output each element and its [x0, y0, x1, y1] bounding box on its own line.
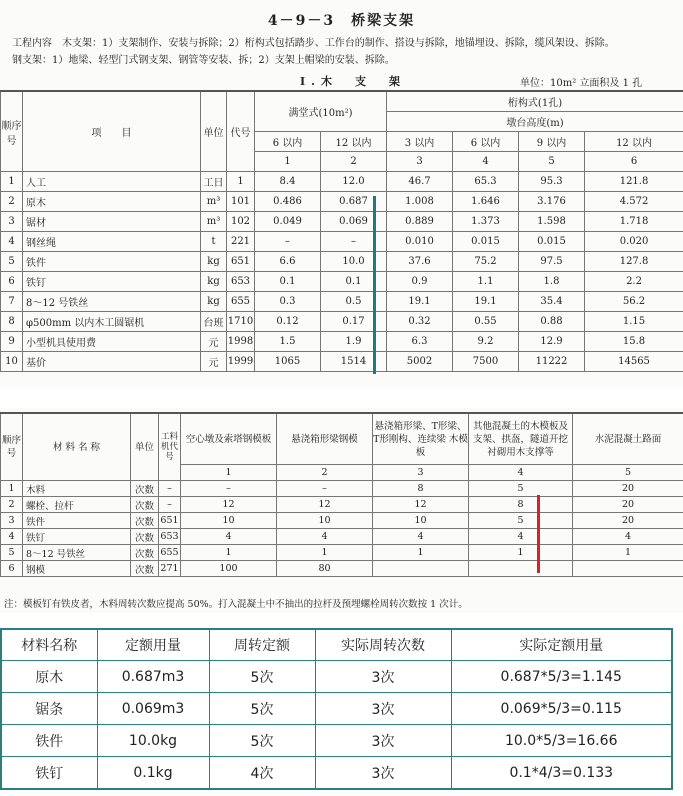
table-row — [1, 481, 683, 497]
t1-row-value: 9.2 — [453, 332, 519, 352]
t1-row-value: 0.069 — [321, 212, 387, 232]
t2-row-name: 铁件 — [23, 513, 131, 529]
table-row — [1, 332, 683, 352]
t2-col: 其他混凝土的木模板及支架、拱盔，隧道开挖衬砌用木支撑等 — [469, 413, 573, 465]
t1-row-name: 8～12 号铁丝 — [23, 292, 201, 312]
t1-row-no: 8 — [1, 312, 23, 332]
t3-cell: 原木 — [1, 661, 97, 693]
table-row — [1, 292, 683, 312]
t3-cell: 5次 — [209, 725, 315, 757]
t3-cell: 铁钉 — [1, 757, 97, 790]
t1-row-value: 127.8 — [585, 252, 683, 272]
t2-row-value: 8 — [373, 481, 469, 497]
t1-sub: 9 以内 — [519, 132, 585, 152]
t3-header: 实际定额用量 — [451, 629, 672, 661]
t1-row-name: 原木 — [23, 192, 201, 212]
t1-row-value: 97.5 — [519, 252, 585, 272]
t3-cell: 锯条 — [1, 693, 97, 725]
t1-row-value: 12.9 — [519, 332, 585, 352]
t2-col: 空心墩及索塔钢模板 — [181, 413, 277, 465]
t1-row-name: 铁件 — [23, 252, 201, 272]
t1-row-no: 6 — [1, 272, 23, 292]
t2-header-name: 材 料 名 称 — [23, 413, 131, 481]
t2-row-unit: 次数 — [131, 561, 159, 577]
t1-row-no: 2 — [1, 192, 23, 212]
t1-row-value: 95.3 — [519, 172, 585, 192]
t1-row-name: 人工 — [23, 172, 201, 192]
turnover-table — [0, 412, 683, 577]
t1-row-value: 6.3 — [387, 332, 453, 352]
t2-row-value: 1 — [181, 545, 277, 561]
t1-row-no: 1 — [1, 172, 23, 192]
t2-row-value: 4 — [277, 529, 373, 545]
table-row — [1, 192, 683, 212]
t3-cell: 0.687m3 — [97, 661, 209, 693]
t1-row-value: 65.3 — [453, 172, 519, 192]
t1-row-name: 钢丝绳 — [23, 232, 201, 252]
t1-row-value: 46.7 — [387, 172, 453, 192]
t2-row-value: – — [277, 481, 373, 497]
t3-header: 周转定额 — [209, 629, 315, 661]
t1-row-name: 基价 — [23, 352, 201, 372]
t2-row-value: 12 — [181, 497, 277, 513]
t1-row-unit: kg — [201, 252, 227, 272]
t2-row-unit: 次数 — [131, 481, 159, 497]
t1-row-code: 653 — [227, 272, 255, 292]
t1-num: 3 — [387, 152, 453, 172]
t1-num: 5 — [519, 152, 585, 172]
t1-row-value: 19.1 — [453, 292, 519, 312]
table-row — [1, 352, 683, 372]
t1-header-item: 项 目 — [23, 91, 201, 172]
t1-row-unit: 元 — [201, 352, 227, 372]
t1-row-value: 1065 — [255, 352, 321, 372]
t2-header-seq: 顺序号 — [1, 413, 23, 481]
t1-header-height: 墩台高度(m) — [387, 112, 683, 132]
t2-row-value: 1 — [277, 545, 373, 561]
t2-row-no: 3 — [1, 513, 23, 529]
t1-row-value: 1.373 — [453, 212, 519, 232]
t2-row-value: 12 — [373, 497, 469, 513]
t3-cell: 3次 — [315, 693, 451, 725]
t1-header-code: 代号 — [227, 91, 255, 172]
t1-row-value: 37.6 — [387, 252, 453, 272]
t2-header-code: 工料机代号 — [159, 413, 181, 481]
t1-num: 6 — [585, 152, 683, 172]
t2-row-value: 100 — [181, 561, 277, 577]
t2-row-code: – — [159, 497, 181, 513]
t1-row-name: 锯材 — [23, 212, 201, 232]
t1-sub: 6 以内 — [453, 132, 519, 152]
t1-row-value: 1514 — [321, 352, 387, 372]
t2-col: 悬浇箱形梁、T形梁、T形刚构、连续梁 木模板 — [373, 413, 469, 465]
t1-header-unit: 单位 — [201, 91, 227, 172]
wood-support-table — [0, 90, 683, 372]
table-row — [1, 272, 683, 292]
t1-row-value: 0.32 — [387, 312, 453, 332]
t2-row-no: 6 — [1, 561, 23, 577]
table-row — [1, 529, 683, 545]
table-row — [1, 232, 683, 252]
t3-cell: 0.687*5/3=1.145 — [451, 661, 672, 693]
t1-row-value: 7500 — [453, 352, 519, 372]
t1-row-value: 2.2 — [585, 272, 683, 292]
t3-cell: 0.069*5/3=0.115 — [451, 693, 672, 725]
t2-row-value: 4 — [469, 529, 573, 545]
table-row — [1, 757, 672, 790]
t1-row-value: 0.687 — [321, 192, 387, 212]
t2-num: 2 — [277, 465, 373, 481]
t2-num: 4 — [469, 465, 573, 481]
t2-row-name: 钢模 — [23, 561, 131, 577]
table1-title: I.木 支 架 — [300, 75, 406, 88]
t1-row-value: 1.646 — [453, 192, 519, 212]
t2-num: 5 — [573, 465, 683, 481]
t1-row-value: 0.486 — [255, 192, 321, 212]
t1-row-code: 651 — [227, 252, 255, 272]
t1-row-unit: 工日 — [201, 172, 227, 192]
t3-header: 定额用量 — [97, 629, 209, 661]
t1-row-unit: m³ — [201, 212, 227, 232]
table-row — [1, 693, 672, 725]
red-highlight-line — [537, 495, 540, 573]
t2-row-value: 5 — [469, 481, 573, 497]
t2-row-unit: 次数 — [131, 545, 159, 561]
t2-row-value: 10 — [373, 513, 469, 529]
t3-cell: 3次 — [315, 757, 451, 790]
table2-note: 注：模板钉有铁皮者，木料周转次数应提高 50%。打入混凝土中不抽出的拉杆及预埋螺栓周转次数按 1 次计。 — [4, 599, 468, 610]
t1-row-value: – — [255, 232, 321, 252]
t2-row-value: 20 — [573, 513, 683, 529]
t1-row-unit: kg — [201, 292, 227, 312]
t1-row-value: 1.15 — [585, 312, 683, 332]
t1-row-code: 1 — [227, 172, 255, 192]
t3-cell: 5次 — [209, 693, 315, 725]
t1-row-value: 1.9 — [321, 332, 387, 352]
t2-row-value: 4 — [373, 529, 469, 545]
table1-unit: 单位：10m² 立面积及 1 孔 — [520, 78, 643, 89]
actual-usage-table — [0, 628, 673, 790]
t1-row-value: 5002 — [387, 352, 453, 372]
t1-row-name: φ500mm 以内木工圆锯机 — [23, 312, 201, 332]
t1-row-value: 0.9 — [387, 272, 453, 292]
t1-row-value: – — [321, 232, 387, 252]
table-row — [1, 661, 672, 693]
t1-row-value: 4.572 — [585, 192, 683, 212]
t1-row-value: 1.008 — [387, 192, 453, 212]
t1-row-value: 0.12 — [255, 312, 321, 332]
t1-row-code: 102 — [227, 212, 255, 232]
t2-row-value: 8 — [469, 497, 573, 513]
t1-row-code: 221 — [227, 232, 255, 252]
t1-row-code: 655 — [227, 292, 255, 312]
work-content-steel: 钢支架：1）地梁、轻型门式钢支架、钢管等安装、拆；2）支架上帽梁的安装、拆除。 — [12, 55, 395, 66]
t1-row-value: 11222 — [519, 352, 585, 372]
t1-row-value: 19.1 — [387, 292, 453, 312]
t1-row-value: 1.8 — [519, 272, 585, 292]
t2-row-code: 651 — [159, 513, 181, 529]
t1-row-no: 10 — [1, 352, 23, 372]
t2-row-value — [573, 561, 683, 577]
t2-row-no: 5 — [1, 545, 23, 561]
t1-row-value: 10.0 — [321, 252, 387, 272]
t1-row-value: 8.4 — [255, 172, 321, 192]
t1-header-truss: 桁构式(1孔) — [387, 91, 683, 112]
t1-row-value: 0.889 — [387, 212, 453, 232]
t2-row-value: 1 — [469, 545, 573, 561]
t2-row-name: 8～12 号铁丝 — [23, 545, 131, 561]
t1-row-value: 14565 — [585, 352, 683, 372]
table-row — [1, 497, 683, 513]
t1-sub: 12 以内 — [321, 132, 387, 152]
t1-row-value: 0.1 — [321, 272, 387, 292]
t1-row-value: 1.718 — [585, 212, 683, 232]
t2-row-name: 木料 — [23, 481, 131, 497]
t1-row-value: 0.5 — [321, 292, 387, 312]
t2-col: 悬浇箱形梁钢模 — [277, 413, 373, 465]
t2-row-value: 1 — [573, 545, 683, 561]
t1-row-value: 0.010 — [387, 232, 453, 252]
t2-row-value: 20 — [573, 497, 683, 513]
t1-row-unit: t — [201, 232, 227, 252]
table-row — [1, 312, 683, 332]
t1-row-value: 35.4 — [519, 292, 585, 312]
t1-row-value: 1.598 — [519, 212, 585, 232]
t2-row-value: 12 — [277, 497, 373, 513]
t1-row-code: 1999 — [227, 352, 255, 372]
t2-row-value: 10 — [277, 513, 373, 529]
t2-num: 1 — [181, 465, 277, 481]
t3-cell: 3次 — [315, 661, 451, 693]
t3-cell: 0.069m3 — [97, 693, 209, 725]
t2-row-unit: 次数 — [131, 513, 159, 529]
t1-header-full: 满堂式(10m²) — [255, 91, 387, 132]
work-content-label: 工程内容 — [12, 38, 52, 49]
t1-row-value: 0.3 — [255, 292, 321, 312]
t1-sub: 6 以内 — [255, 132, 321, 152]
t1-row-value: 3.176 — [519, 192, 585, 212]
t3-header: 材料名称 — [1, 629, 97, 661]
t2-row-code: 271 — [159, 561, 181, 577]
t1-row-value: 1.1 — [453, 272, 519, 292]
t2-row-code: – — [159, 481, 181, 497]
t3-cell: 10.0*5/3=16.66 — [451, 725, 672, 757]
t1-row-value: 6.6 — [255, 252, 321, 272]
t1-row-no: 7 — [1, 292, 23, 312]
t1-num: 1 — [255, 152, 321, 172]
table-row — [1, 545, 683, 561]
t1-header-seq: 顺序号 — [1, 91, 23, 172]
t1-row-name: 铁钉 — [23, 272, 201, 292]
t2-row-value: 5 — [469, 513, 573, 529]
t1-row-value: 0.015 — [453, 232, 519, 252]
t1-row-value: 0.049 — [255, 212, 321, 232]
t2-col: 水泥混凝土路面 — [573, 413, 683, 465]
t1-row-value: 15.8 — [585, 332, 683, 352]
teal-highlight-line — [373, 196, 376, 374]
table-row — [1, 561, 683, 577]
t1-sub: 3 以内 — [387, 132, 453, 152]
t3-cell: 5次 — [209, 661, 315, 693]
work-content-wood: 木支架：1）支架制作、安装与拆除；2）桁构式包括踏步、工作台的制作、搭设与拆除，地锚埋设、拆除，缆风架设、拆除。 — [62, 38, 615, 49]
t1-row-no: 4 — [1, 232, 23, 252]
t2-row-value — [469, 561, 573, 577]
t1-row-name: 小型机具使用费 — [23, 332, 201, 352]
table-row — [1, 513, 683, 529]
t1-row-code: 1710 — [227, 312, 255, 332]
t1-row-value: 0.17 — [321, 312, 387, 332]
t2-row-value: 1 — [373, 545, 469, 561]
t2-num: 3 — [373, 465, 469, 481]
t1-row-value: 56.2 — [585, 292, 683, 312]
t2-row-value: – — [181, 481, 277, 497]
t1-row-unit: kg — [201, 272, 227, 292]
t1-row-value: 0.55 — [453, 312, 519, 332]
t3-cell: 0.1kg — [97, 757, 209, 790]
t2-row-value — [373, 561, 469, 577]
t1-row-value: 75.2 — [453, 252, 519, 272]
t1-num: 4 — [453, 152, 519, 172]
t2-row-no: 1 — [1, 481, 23, 497]
t2-row-value: 4 — [573, 529, 683, 545]
t2-row-name: 螺栓、拉杆 — [23, 497, 131, 513]
t1-row-value: 12.0 — [321, 172, 387, 192]
t2-row-no: 2 — [1, 497, 23, 513]
t2-row-value: 10 — [181, 513, 277, 529]
t1-row-unit: m³ — [201, 192, 227, 212]
t2-row-no: 4 — [1, 529, 23, 545]
t1-row-value: 121.8 — [585, 172, 683, 192]
page-title: 4－9－3 桥梁支架 — [267, 13, 416, 29]
t2-row-name: 铁钉 — [23, 529, 131, 545]
t3-cell: 10.0kg — [97, 725, 209, 757]
t2-row-value: 80 — [277, 561, 373, 577]
t1-row-value: 0.015 — [519, 232, 585, 252]
t2-row-value: 4 — [181, 529, 277, 545]
t1-row-unit: 台班 — [201, 312, 227, 332]
t2-row-code: 655 — [159, 545, 181, 561]
t1-row-value: 0.88 — [519, 312, 585, 332]
t1-row-code: 101 — [227, 192, 255, 212]
work-content-line1 — [12, 36, 672, 51]
t1-row-value: 1.5 — [255, 332, 321, 352]
t1-row-no: 3 — [1, 212, 23, 232]
t1-row-code: 1998 — [227, 332, 255, 352]
t1-row-value: 0.020 — [585, 232, 683, 252]
table-row — [1, 172, 683, 192]
t2-row-unit: 次数 — [131, 497, 159, 513]
t3-cell: 4次 — [209, 757, 315, 790]
table-row — [1, 212, 683, 232]
table-row — [1, 725, 672, 757]
t3-cell: 0.1*4/3=0.133 — [451, 757, 672, 790]
t2-row-unit: 次数 — [131, 529, 159, 545]
t2-row-value: 20 — [573, 481, 683, 497]
t1-row-value: 0.1 — [255, 272, 321, 292]
t3-cell: 铁件 — [1, 725, 97, 757]
t1-row-unit: 元 — [201, 332, 227, 352]
t2-header-unit: 单位 — [131, 413, 159, 481]
t1-sub: 12 以内 — [585, 132, 683, 152]
t1-row-no: 9 — [1, 332, 23, 352]
t1-row-no: 5 — [1, 252, 23, 272]
t2-row-code: 653 — [159, 529, 181, 545]
t3-header: 实际周转次数 — [315, 629, 451, 661]
table-row — [1, 252, 683, 272]
t3-cell: 3次 — [315, 725, 451, 757]
t1-num: 2 — [321, 152, 387, 172]
